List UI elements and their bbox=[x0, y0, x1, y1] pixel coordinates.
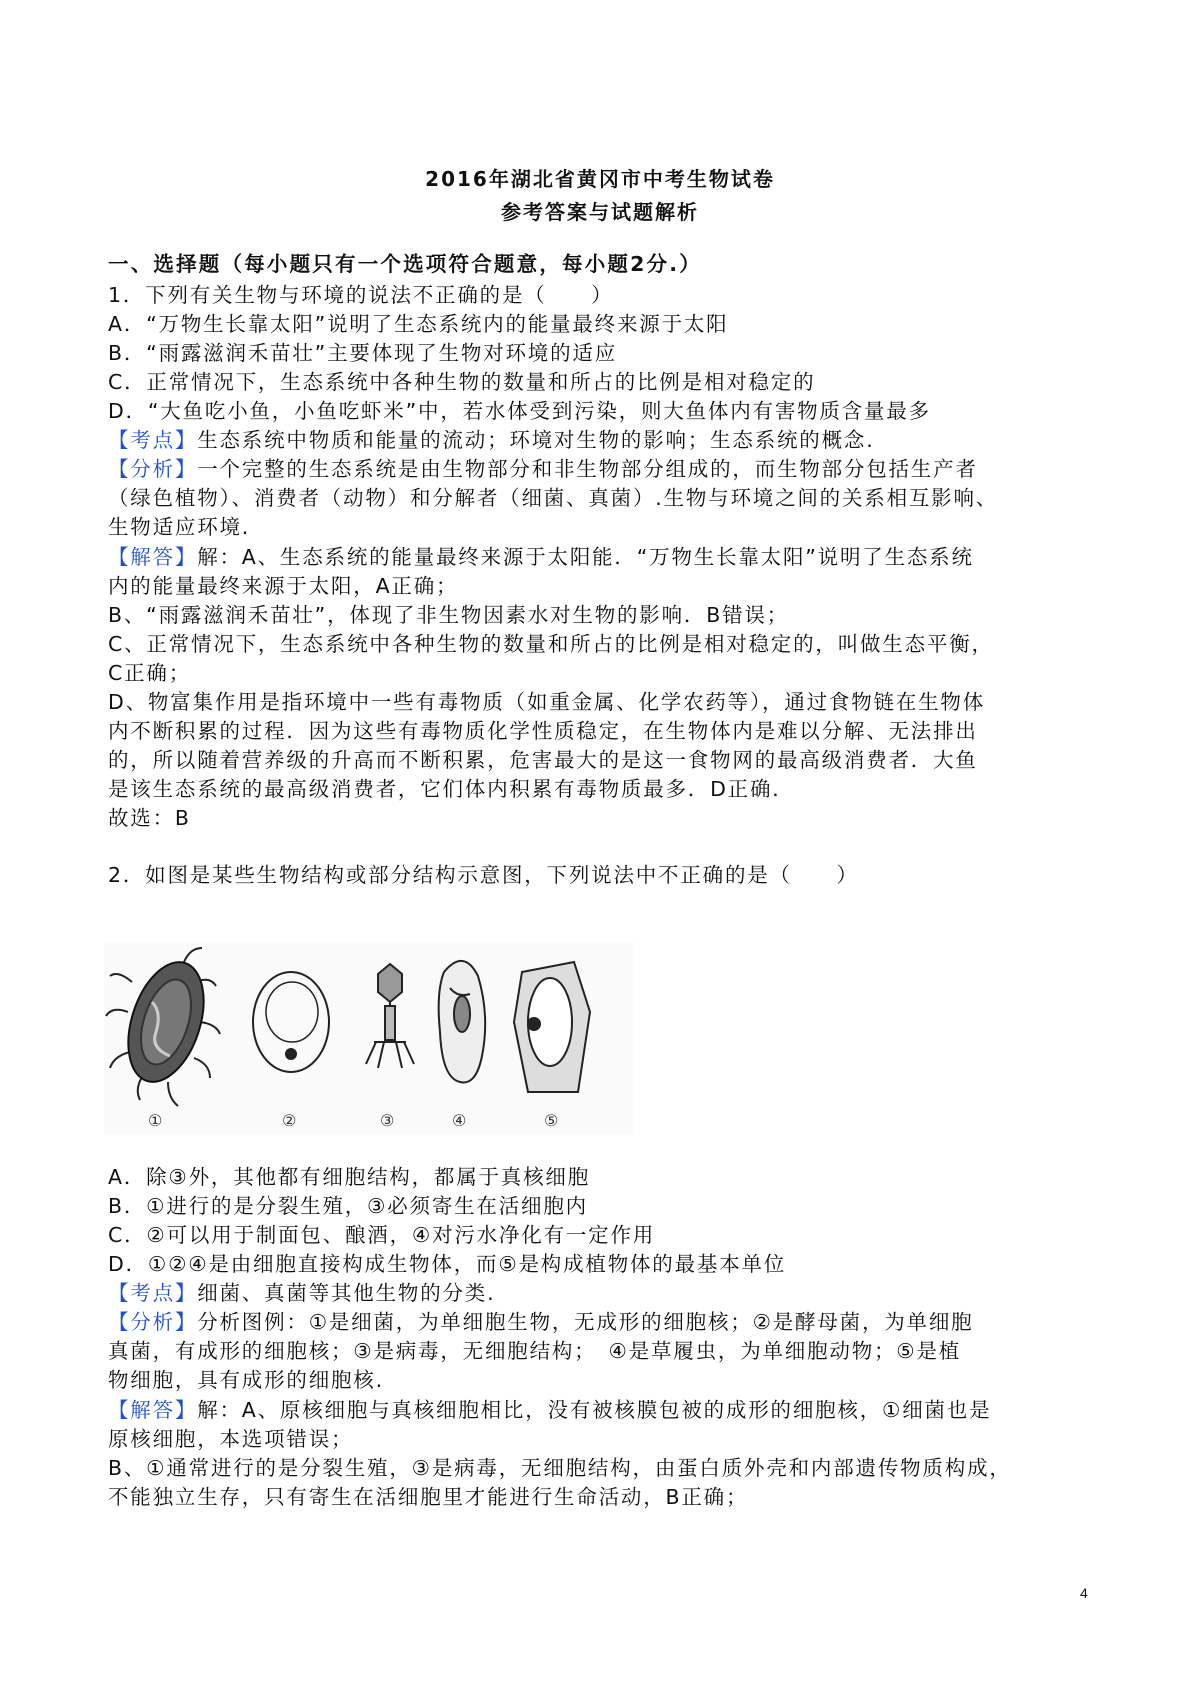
figure-label: ③ bbox=[380, 1111, 395, 1130]
q2-kaodian bbox=[108, 1279, 1108, 1307]
q1-fenxi-line: 生物适应环境. bbox=[108, 515, 251, 539]
figure-label: ② bbox=[282, 1111, 297, 1130]
plant-cell-drawing bbox=[514, 962, 590, 1092]
q1-jieda-line: C、正常情况下，生态系统中各种生物的数量和所占的比例是相对稳定的，叫做生态平衡， bbox=[108, 632, 994, 656]
q1-fenxi-line: （绿色植物）、消费者（动物）和分解者（细菌、真菌）.生物与环境之间的关系相互影响、 bbox=[108, 486, 999, 510]
q1-option-b: B．“雨露滋润禾苗壮”主要体现了生物对环境的适应 bbox=[108, 341, 618, 365]
q1-jieda-line: B、“雨露滋润禾苗壮”，体现了非生物因素水对生物的影响．B错误； bbox=[108, 603, 789, 627]
q2-option-c: C．②可以用于制面包、酿酒，④对污水净化有一定作用 bbox=[108, 1223, 656, 1247]
q1-jieda-line: 的，所以随着营养级的升高而不断积累，危害最大的是这一食物网的最高级消费者．大鱼 bbox=[108, 748, 978, 772]
q2-stem: 2．如图是某些生物结构或部分结构示意图，下列说法中不正确的是（ ） bbox=[108, 863, 859, 887]
q1-fenxi-line: 一个完整的生态系统是由生物部分和非生物部分组成的，而生物部分包括生产者 bbox=[197, 457, 978, 481]
q2-jieda-line: 不能独立生存，只有寄生在活细胞里才能进行生命活动，B正确； bbox=[108, 1485, 749, 1509]
q1-kaodian-text: 生态系统中物质和能量的流动；环境对生物的影响；生态系统的概念. bbox=[197, 428, 875, 452]
q2-jieda-line: 解：A、原核细胞与真核细胞相比，没有被核膜包被的成形的细胞核，①细菌也是 bbox=[197, 1398, 992, 1422]
figure-label: ① bbox=[148, 1111, 163, 1130]
q1-fenxi-tag: 【分析】 bbox=[108, 457, 198, 481]
q2-fenxi-line: 物细胞，具有成形的细胞核. bbox=[108, 1368, 384, 1392]
q1-jieda-line: 故选：B bbox=[108, 806, 191, 830]
q2-jieda bbox=[108, 1396, 1108, 1424]
q1-jieda-line: D、物富集作用是指环境中一些有毒物质（如重金属、化学农药等），通过食物链在生物体 bbox=[108, 690, 986, 714]
q2-jieda-tag: 【解答】 bbox=[108, 1398, 198, 1422]
document-title: 2016年湖北省黄冈市中考生物试卷 bbox=[425, 167, 775, 191]
q1-fenxi bbox=[108, 455, 1108, 483]
q1-jieda-tag: 【解答】 bbox=[108, 545, 198, 569]
q2-option-d: D．①②④是由细胞直接构成生物体，而⑤是构成植物体的最基本单位 bbox=[108, 1252, 787, 1276]
q1-jieda-line: 是该生态系统的最高级消费者，它们体内积累有毒物质最多．D正确． bbox=[108, 777, 795, 801]
q1-option-c: C．正常情况下，生态系统中各种生物的数量和所占的比例是相对稳定的 bbox=[108, 370, 816, 394]
q1-kaodian-tag: 【考点】 bbox=[108, 428, 198, 452]
figure-label: ⑤ bbox=[544, 1111, 559, 1130]
q2-fenxi-tag: 【分析】 bbox=[108, 1310, 198, 1334]
paramecium-drawing bbox=[439, 961, 486, 1083]
q2-jieda-line: 原核细胞，本选项错误； bbox=[108, 1427, 354, 1451]
q1-jieda-line: 解：A、生态系统的能量最终来源于太阳能．“万物生长靠太阳”说明了生态系统 bbox=[197, 545, 974, 569]
q2-fenxi-line: 分析图例：①是细菌，为单细胞生物，无成形的细胞核；②是酵母菌，为单细胞 bbox=[197, 1310, 974, 1334]
q2-option-a: A．除③外，其他都有细胞结构，都属于真核细胞 bbox=[108, 1165, 591, 1189]
q2-kaodian-text: 细菌、真菌等其他生物的分类. bbox=[197, 1281, 496, 1305]
q1-jieda-line: C正确； bbox=[108, 661, 192, 685]
q1-kaodian bbox=[108, 426, 1108, 454]
q1-stem: 1．下列有关生物与环境的说法不正确的是（ ） bbox=[108, 283, 614, 307]
q1-jieda bbox=[108, 543, 1108, 571]
q1-jieda-line: 内不断积累的过程．因为这些有毒物质化学性质稳定，在生物体内是难以分解、无法排出 bbox=[108, 719, 978, 743]
q1-option-a: A．“万物生长靠太阳”说明了生态系统内的能量最终来源于太阳 bbox=[108, 312, 729, 336]
q2-option-b: B．①进行的是分裂生殖，③必须寄生在活细胞内 bbox=[108, 1194, 588, 1218]
document-subtitle: 参考答案与试题解析 bbox=[501, 200, 699, 224]
q2-jieda-line: B、①通常进行的是分裂生殖，③是病毒，无细胞结构，由蛋白质外壳和内部遗传物质构成， bbox=[108, 1456, 1012, 1480]
q2-fenxi bbox=[108, 1308, 1108, 1336]
page-number: 4 bbox=[1080, 1585, 1088, 1601]
q2-fenxi-line: 真菌，有成形的细胞核；③是病毒，无细胞结构； ④是草履虫，为单细胞动物；⑤是植 bbox=[108, 1339, 962, 1363]
q1-jieda-line: 内的能量最终来源于太阳，A正确； bbox=[108, 574, 459, 598]
q2-figure bbox=[104, 942, 634, 1134]
q2-kaodian-tag: 【考点】 bbox=[108, 1281, 198, 1305]
figure-label: ④ bbox=[452, 1111, 467, 1130]
section-heading: 一、选择题（每小题只有一个选项符合题意，每小题2分.） bbox=[108, 252, 702, 276]
q1-option-d: D．“大鱼吃小鱼，小鱼吃虾米”中，若水体受到污染，则大鱼体内有害物质含量最多 bbox=[108, 399, 931, 423]
